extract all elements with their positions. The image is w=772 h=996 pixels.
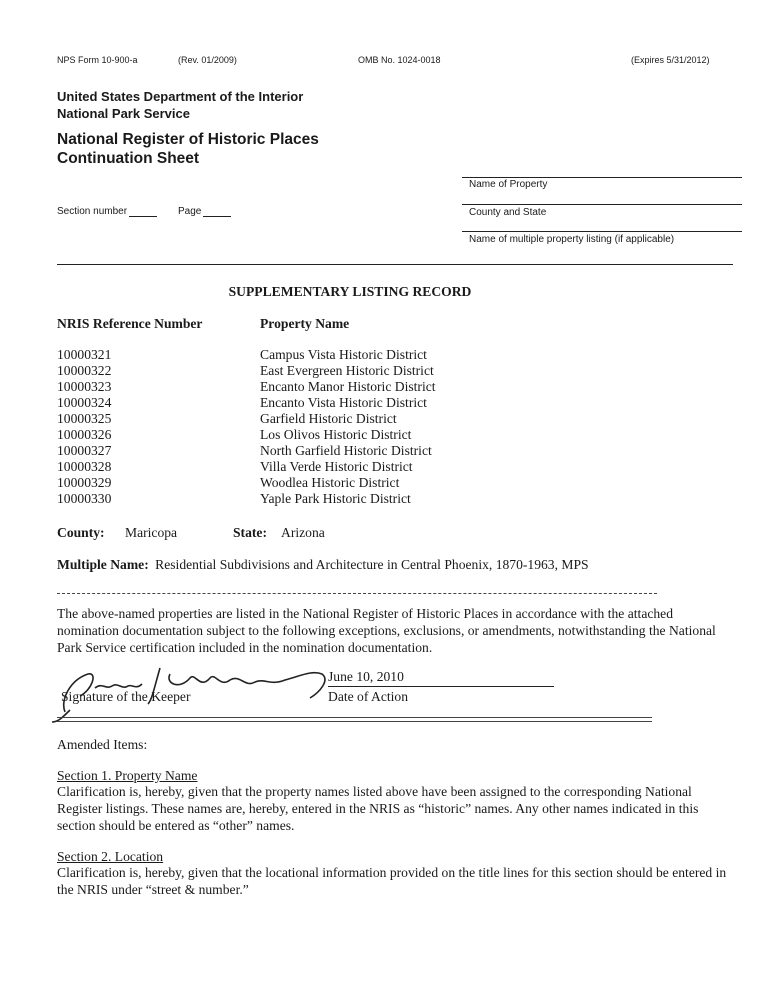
section-number-label: Section number: [57, 206, 128, 217]
service-name: National Park Service: [57, 106, 190, 121]
multiple-listing-label: Name of multiple property listing (if applicable): [469, 234, 675, 245]
form-revision: (Rev. 01/2009): [178, 55, 237, 65]
table-row-ref: 10000321: [57, 347, 112, 362]
section-1-title: Section 1. Property Name: [57, 768, 198, 783]
register-title: National Register of Historic Places: [57, 131, 319, 148]
table-row-ref: 10000327: [57, 443, 112, 458]
section-number-field: [57, 206, 157, 217]
multiple-name-line: [57, 557, 589, 573]
county-value: Maricopa: [125, 525, 178, 540]
amended-items-heading: Amended Items:: [57, 737, 148, 752]
signature-label: Signature of the Keeper: [61, 689, 191, 704]
expiration-date: (Expires 5/31/2012): [631, 55, 710, 65]
property-name-line: [462, 177, 742, 178]
page-field: [178, 206, 231, 217]
table-row-name: Woodlea Historic District: [260, 475, 400, 490]
multiple-name-label: Multiple Name:: [57, 557, 149, 572]
name-of-property-label: Name of Property: [469, 179, 548, 190]
table-row-ref: 10000323: [57, 379, 112, 394]
omb-number: OMB No. 1024-0018: [358, 55, 441, 65]
nris-reference-header: NRIS Reference Number: [57, 316, 203, 331]
header-divider: [57, 264, 733, 265]
table-row-name: Villa Verde Historic District: [260, 459, 413, 474]
table-row-ref: 10000325: [57, 411, 112, 426]
section-2-title: Section 2. Location: [57, 849, 164, 864]
county-state-line: [462, 204, 742, 205]
county-and-state-label: County and State: [469, 207, 547, 218]
record-title: SUPPLEMENTARY LISTING RECORD: [228, 284, 472, 299]
multiple-listing-line: [462, 231, 742, 232]
table-row-ref: 10000322: [57, 363, 112, 378]
form-id: NPS Form 10-900-a: [57, 55, 138, 65]
table-row-ref: 10000326: [57, 427, 112, 442]
county-label: County:: [57, 525, 105, 540]
multiple-name-value: Residential Subdivisions and Architecture in Central Phoenix, 1870-1963, MPS: [155, 557, 589, 572]
table-row-name: Los Olivos Historic District: [260, 427, 412, 442]
listing-statement: The above-named properties are listed in the National Register of Historic Places in accordance with the attached nomination documentation subject to the following exceptions, exclusions, or amendments, notwithstanding the National Park Service certification included in the nomination documentation.: [57, 606, 716, 655]
date-of-action-value: June 10, 2010: [328, 669, 554, 687]
table-row-name: North Garfield Historic District: [260, 443, 432, 458]
page-label: Page: [178, 206, 202, 217]
double-rule: [57, 717, 652, 722]
continuation-sheet-title: Continuation Sheet: [57, 150, 200, 167]
table-row-name: Garfield Historic District: [260, 411, 397, 426]
section-2-text: Clarification is, hereby, given that the locational information provided on the title lines for this section should be entered in the NRIS under “street & number.”: [57, 865, 727, 897]
table-row-name: Campus Vista Historic District: [260, 347, 427, 362]
table-row-ref: 10000329: [57, 475, 112, 490]
table-row-name: Encanto Vista Historic District: [260, 395, 427, 410]
table-row-ref: 10000328: [57, 459, 112, 474]
table-row-name: Encanto Manor Historic District: [260, 379, 436, 394]
table-row-ref: 10000330: [57, 491, 112, 506]
table-row-name: Yaple Park Historic District: [260, 491, 411, 506]
table-row-ref: 10000324: [57, 395, 112, 410]
table-row-name: East Evergreen Historic District: [260, 363, 434, 378]
dashed-separator: [57, 593, 657, 594]
date-of-action-label: Date of Action: [328, 689, 409, 704]
property-name-header: Property Name: [260, 316, 350, 331]
section-number-blank: [129, 207, 157, 217]
state-label: State:: [233, 525, 267, 540]
section-1-text: Clarification is, hereby, given that the property names listed above have been assigned to the corresponding National Register listings. These names are, hereby, entered in the NRIS as “historic” names. Any other names indicated in this section should be entered as “other” names.: [57, 784, 699, 833]
state-value: Arizona: [281, 525, 325, 540]
department-name: United States Department of the Interior: [57, 89, 304, 104]
page-blank: [203, 207, 231, 217]
